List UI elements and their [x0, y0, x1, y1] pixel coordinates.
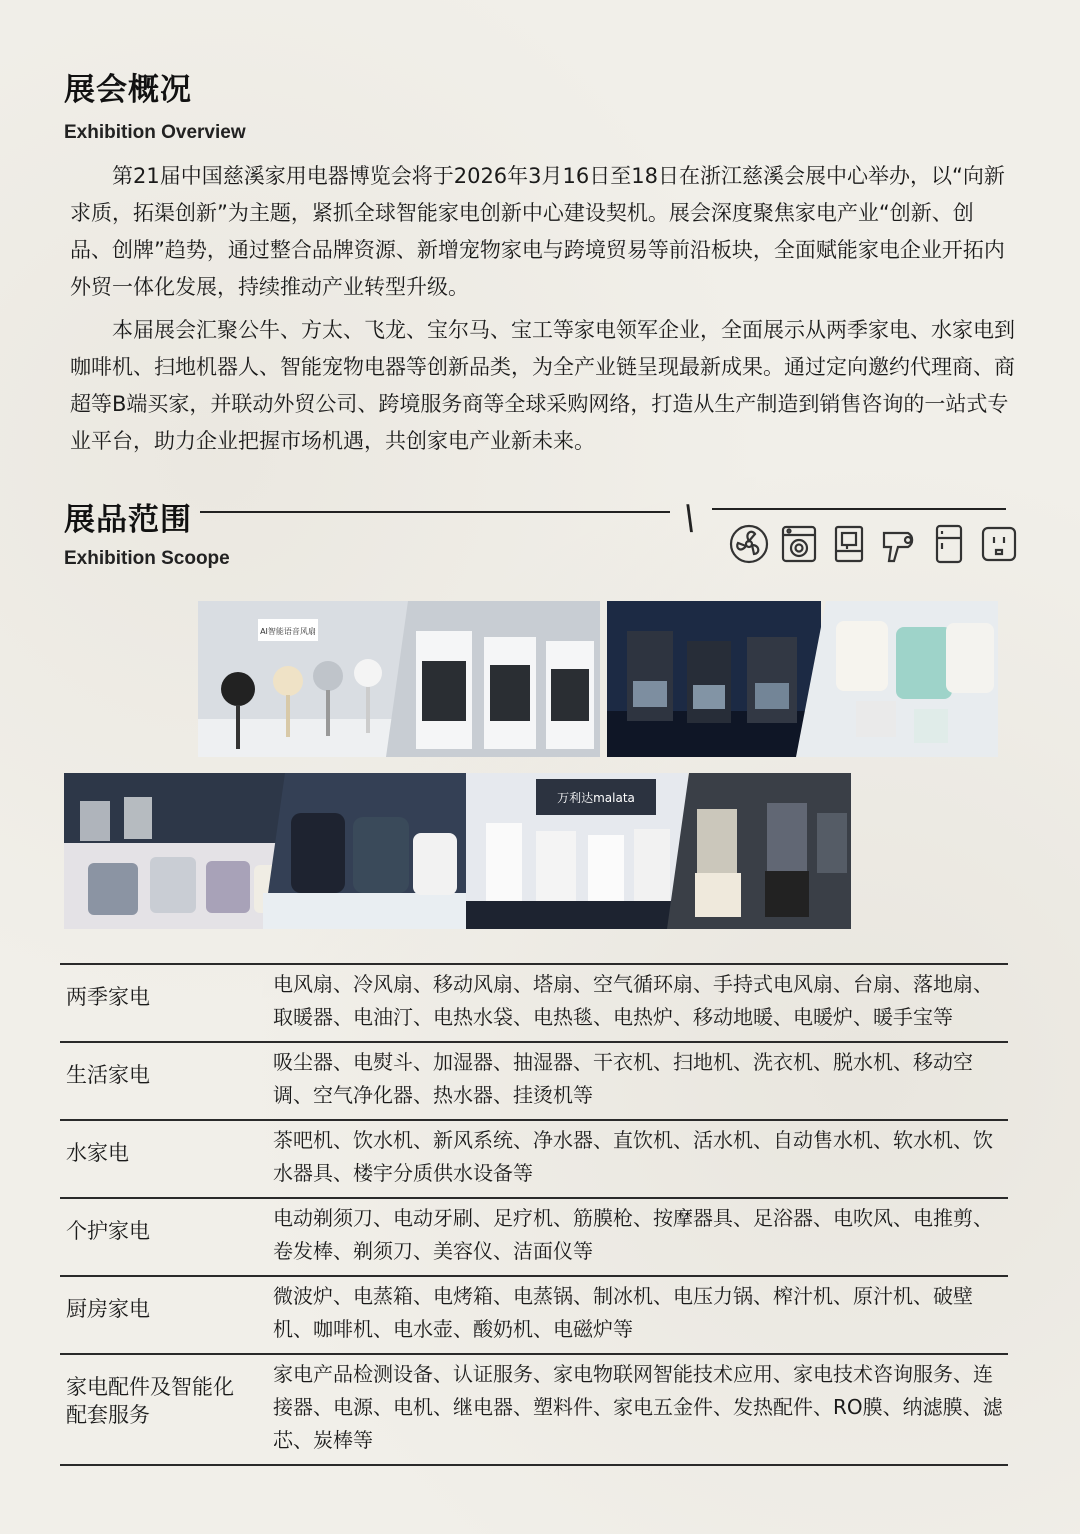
tea-bar-machines-photo [607, 601, 821, 757]
table-row [60, 1042, 1008, 1120]
category-cell: 家电配件及智能化配套服务 [60, 1354, 271, 1465]
table-row [60, 1354, 1008, 1465]
category-cell: 生活家电 [60, 1042, 271, 1120]
fans-photo [198, 601, 408, 757]
air-coolers-photo [386, 601, 600, 757]
scope-title: 展品范围 [64, 502, 192, 538]
category-icons [728, 523, 1020, 565]
items-cell: 茶吧机、饮水机、新风系统、净水器、直饮机、活水机、自动售水机、软水机、饮水器具、楼宇分质供水设备等 [271, 1120, 1008, 1198]
coffee-machines-photo [796, 601, 998, 757]
brand-sign-text: 万利达malata [557, 791, 635, 805]
hair-dryer-icon [878, 523, 920, 565]
overview-paragraph-2: 本届展会汇聚公牛、方太、飞龙、宝尔马、宝工等家电领军企业，全面展示从两季家电、水家电到咖啡机、扫地机器人、智能宠物电器等创新品类，为全产业链呈现最新成果。通过定向邀约代理商、商超等B端买家，并联动外贸公司、跨境服务商等全球采购网络，打造从生产制造到销售咨询的一站式专业平台，助力企业把握市场机遇，共创家电产业新未来。 [70, 318, 1015, 453]
overview-subtitle: Exhibition Overview [64, 122, 246, 143]
fan-icon [728, 523, 770, 565]
category-cell: 个护家电 [60, 1198, 271, 1276]
washing-machine-icon [778, 523, 820, 565]
overview-paragraph-1: 第21届中国慈溪家用电器博览会将于2026年3月16日至18日在浙江慈溪会展中心举办，以“向新求质，拓渠创新”为主题，紧抓全球智能家电创新中心建设契机。展会深度聚焦家电产业“创新、创品、创牌”趋势，通过整合品牌资源、新增宠物家电与跨境贸易等前沿板块，全面赋能家电企业开拓内外贸一体化发展，持续推动产业转型升级。 [70, 164, 1005, 299]
items-cell: 电风扇、冷风扇、移动风扇、塔扇、空气循环扇、手持式电风扇、台扇、落地扇、取暖器、电油汀、电热水袋、电热毯、电热炉、移动地暖、电暖炉、暖手宝等 [271, 964, 1008, 1042]
items-cell: 吸尘器、电熨斗、加湿器、抽湿器、干衣机、扫地机、洗衣机、脱水机、移动空调、空气净化器、热水器、挂烫机等 [271, 1042, 1008, 1120]
category-cell: 厨房家电 [60, 1276, 271, 1354]
socket-icon [978, 523, 1020, 565]
water-purifiers-photo [466, 773, 688, 929]
table-row [60, 964, 1008, 1042]
blenders-photo [667, 773, 851, 929]
section-divider-right [712, 508, 1006, 510]
water-dispenser-icon [828, 523, 870, 565]
scope-table [60, 963, 1008, 1466]
items-cell: 微波炉、电蒸箱、电烤箱、电蒸锅、制冰机、电压力锅、榨汁机、原汁机、破壁机、咖啡机、电水壶、酸奶机、电磁炉等 [271, 1276, 1008, 1354]
category-cell: 水家电 [60, 1120, 271, 1198]
table-row [60, 1276, 1008, 1354]
kitchen-appliances-photo [64, 773, 285, 929]
divider-slash: \ [680, 498, 699, 538]
section-divider-left [200, 511, 670, 513]
refrigerator-icon [928, 523, 970, 565]
scope-subtitle: Exhibition Scoope [64, 548, 230, 569]
overview-title: 展会概况 [64, 72, 192, 108]
items-cell: 电动剃须刀、电动牙刷、足疗机、筋膜枪、按摩器具、足浴器、电吹风、电推剪、卷发棒、剃须刀、美容仪、洁面仪等 [271, 1198, 1008, 1276]
table-row [60, 1120, 1008, 1198]
air-fryers-photo [263, 773, 473, 929]
table-row [60, 1198, 1008, 1276]
booth-sign-text: AI智能语音风扇 [260, 627, 316, 636]
items-cell: 家电产品检测设备、认证服务、家电物联网智能技术应用、家电技术咨询服务、连接器、电源、电机、继电器、塑料件、家电五金件、发热配件、RO膜、纳滤膜、滤芯、炭棒等 [271, 1354, 1008, 1465]
category-cell: 两季家电 [60, 964, 271, 1042]
